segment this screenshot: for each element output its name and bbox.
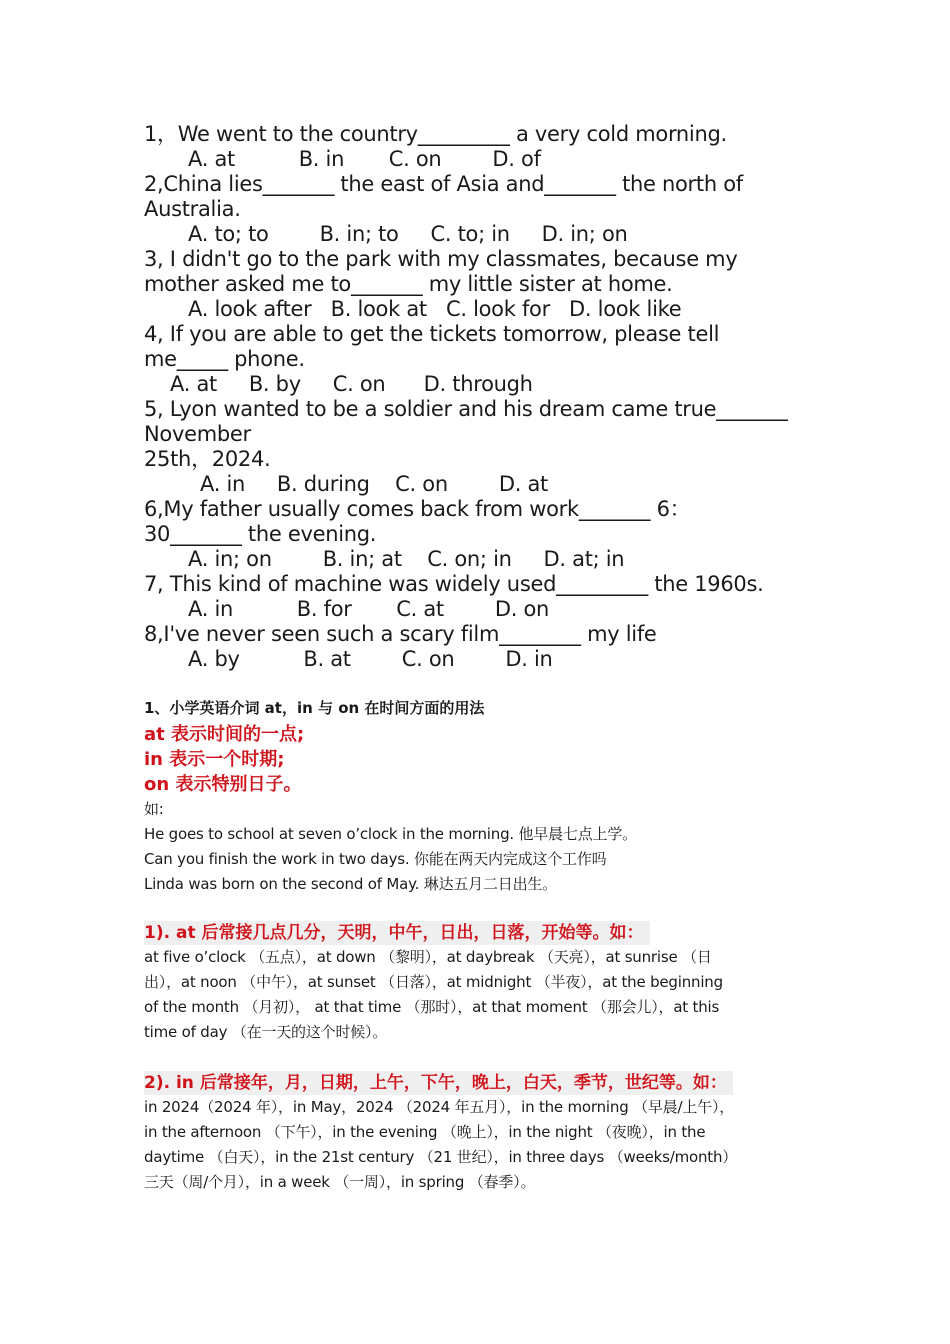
exercise-questions bbox=[144, 122, 824, 672]
question-text: 8,I've never seen such a scary film________ my life bbox=[144, 622, 657, 646]
at-usage-line: 出），at noon （中午），at sunset （日落），at midnight （半夜），at the beginning bbox=[144, 973, 723, 991]
question-options: A. in; on B. in; at C. on; in D. at; in bbox=[188, 547, 625, 571]
question-text: 6,My father usually comes back from work_______ 6： bbox=[144, 497, 691, 521]
question-1 bbox=[144, 122, 824, 172]
at-usage-line: of the month （月初）， at that time （那时），at that moment （那会儿），at this bbox=[144, 998, 720, 1016]
question-text: 25th，2024. bbox=[144, 447, 271, 471]
question-options: A. look after B. look at C. look for D. look like bbox=[188, 297, 682, 321]
question-text: 4, If you are able to get the tickets tomorrow, please tell bbox=[144, 322, 720, 346]
at-usage-section bbox=[144, 921, 824, 1045]
question-text: mother asked me to_______ my little sister at home. bbox=[144, 272, 673, 296]
question-text: 7, This kind of machine was widely used_________ the 1960s. bbox=[144, 572, 764, 596]
question-text: November bbox=[144, 422, 251, 446]
grammar-section bbox=[144, 698, 824, 897]
question-options: A. by B. at C. on D. in bbox=[188, 647, 553, 671]
question-3 bbox=[144, 247, 824, 322]
grammar-title: 1、小学英语介词 at，in 与 on 在时间方面的用法 bbox=[144, 699, 485, 717]
example-sentence: He goes to school at seven o’clock in the morning. 他早晨七点上学。 bbox=[144, 825, 637, 843]
rule-at: at 表示时间的一点; bbox=[144, 724, 305, 745]
rule-on: on 表示特别日子。 bbox=[144, 774, 302, 795]
at-usage-line: at five o’clock （五点），at down （黎明），at daybreak （天亮），at sunrise （日 bbox=[144, 948, 712, 966]
question-options: A. in B. during C. on D. at bbox=[200, 472, 548, 496]
in-usage-line: 三天（周/个月），in a week （一周），in spring （春季）。 bbox=[144, 1173, 536, 1191]
question-2 bbox=[144, 172, 824, 247]
in-usage-heading: 2). in 后常接年，月，日期，上午，下午，晚上，白天，季节，世纪等。如： bbox=[144, 1071, 733, 1095]
question-text: me_____ phone. bbox=[144, 347, 305, 371]
question-8 bbox=[144, 622, 824, 672]
question-6 bbox=[144, 497, 824, 572]
question-text: 30_______ the evening. bbox=[144, 522, 377, 546]
question-options: A. in B. for C. at D. on bbox=[188, 597, 550, 621]
question-text: 1，We went to the country_________ a very cold morning. bbox=[144, 122, 727, 146]
example-sentence: Can you finish the work in two days. 你能在两天内完成这个工作吗 bbox=[144, 850, 607, 868]
question-options: A. to; to B. in; to C. to; in D. in; on bbox=[188, 222, 628, 246]
question-text: 5, Lyon wanted to be a soldier and his dream came true_______ bbox=[144, 397, 788, 421]
in-usage-line: in the afternoon （下午），in the evening （晚上），in the night （夜晚），in the bbox=[144, 1123, 706, 1141]
question-7 bbox=[144, 572, 824, 622]
in-usage-line: daytime （白天），in the 21st century （21 世纪），in three days （weeks/month） bbox=[144, 1148, 738, 1166]
in-usage-line: in 2024（2024 年），in May，2024 （2024 年五月），in the morning （早晨/上午）， bbox=[144, 1098, 735, 1116]
example-sentence: Linda was born on the second of May. 琳达五月二日出生。 bbox=[144, 875, 557, 893]
question-text: Australia. bbox=[144, 197, 241, 221]
question-text: 2,China lies_______ the east of Asia and_______ the north of bbox=[144, 172, 743, 196]
question-options: A. at B. by C. on D. through bbox=[170, 372, 533, 396]
question-options: A. at B. in C. on D. of bbox=[188, 147, 541, 171]
example-label: 如: bbox=[144, 800, 164, 818]
rule-in: in 表示一个时期; bbox=[144, 749, 285, 770]
question-text: 3, I didn't go to the park with my classmates, because my bbox=[144, 247, 738, 271]
at-usage-heading: 1). at 后常接几点几分，天明，中午，日出，日落，开始等。如： bbox=[144, 921, 650, 945]
at-usage-line: time of day （在一天的这个时候）。 bbox=[144, 1023, 388, 1041]
in-usage-section bbox=[144, 1071, 824, 1195]
question-5 bbox=[144, 397, 824, 497]
question-4 bbox=[144, 322, 824, 397]
